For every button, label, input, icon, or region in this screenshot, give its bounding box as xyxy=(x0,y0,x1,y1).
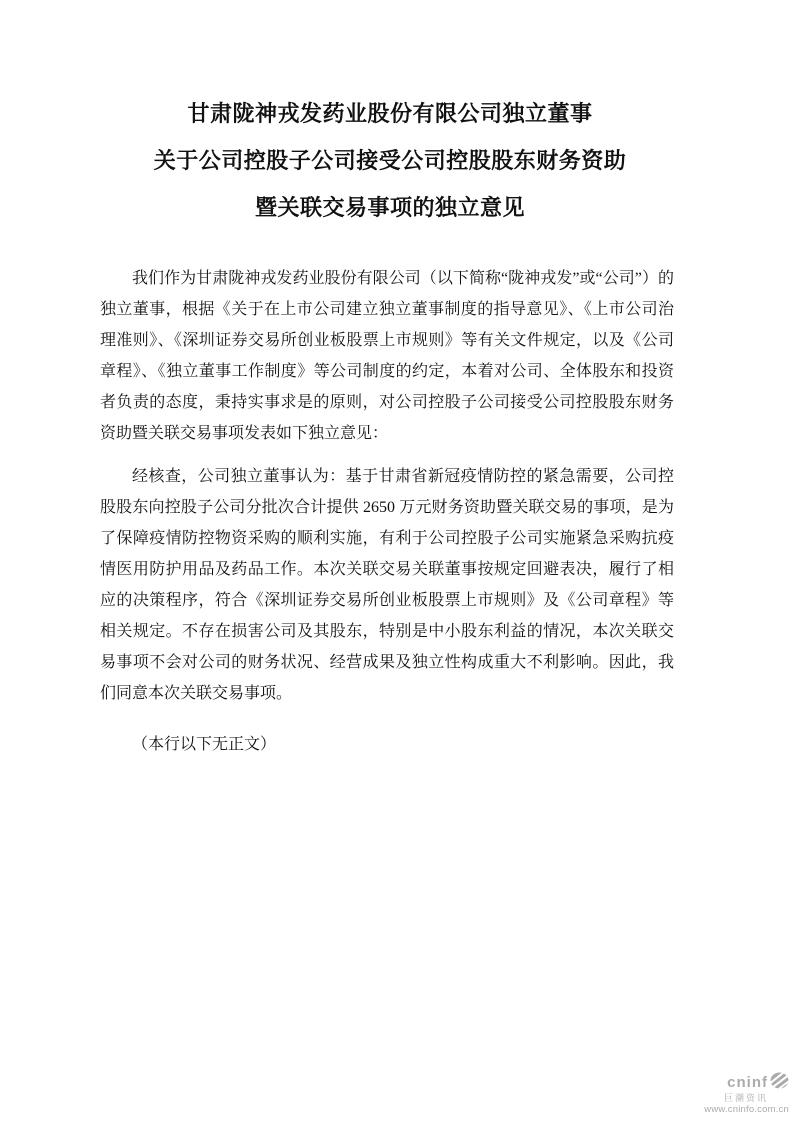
cninfo-brand-row xyxy=(704,1072,789,1093)
cninfo-swirl-icon xyxy=(770,1072,789,1093)
cninfo-url: www.cninfo.com.cn xyxy=(704,1103,789,1115)
title-line-2: 关于公司控股子公司接受公司控股股东财务资助 xyxy=(153,148,627,173)
cninfo-brand-text: cninf xyxy=(727,1073,768,1091)
document-body xyxy=(100,263,674,760)
title-line-3: 暨关联交易事项的独立意见 xyxy=(254,195,525,220)
cninfo-brand-cn: 巨潮资讯 xyxy=(723,1092,768,1103)
paragraph-intro: 我们作为甘肃陇神戎发药业股份有限公司（以下简称“陇神戎发”或“公司”）的独立董事，根据《关于在上市公司建立独立董事制度的指导意见》、《上市公司治理准则》、《深圳证券交易所创业板股票上市规则》等有关文件规定，以及《公司章程》、《独立董事工作制度》等公司制度的约定，本着对公司、全体股东和投资者负责的态度，秉持实事求是的原则，对公司控股子公司接受公司控股股东财务资助暨关联交易事项发表如下独立意见： xyxy=(100,270,674,442)
closing-note: （本行以下无正文） xyxy=(132,736,277,753)
paragraph-opinion: 经核查，公司独立董事认为：基于甘肃省新冠疫情防控的紧急需要，公司控股股东向控股子公司分批次合计提供 2650 万元财务资助暨关联交易的事项，是为了保障疫情防控物资采购的顺利实施，有利于公司控股子公司实施紧急采购抗疫情医用防护用品及药品工作。本次关联交易关联董事按规定回避表决，履行了相应的决策程序，符合《深圳证券交易所创业板股票上市规则》及《公司章程》等相关规定。不存在损害公司及其股东，特别是中小股东利益的情况，本次关联交易事项不会对公司的财务状况、经营成果及独立性构成重大不利影响。因此，我们同意本次关联交易事项。 xyxy=(100,468,674,702)
title-line-1: 甘肃陇神戎发药业股份有限公司独立董事 xyxy=(187,101,593,126)
cninfo-watermark xyxy=(704,1072,789,1115)
document-title xyxy=(100,90,680,231)
